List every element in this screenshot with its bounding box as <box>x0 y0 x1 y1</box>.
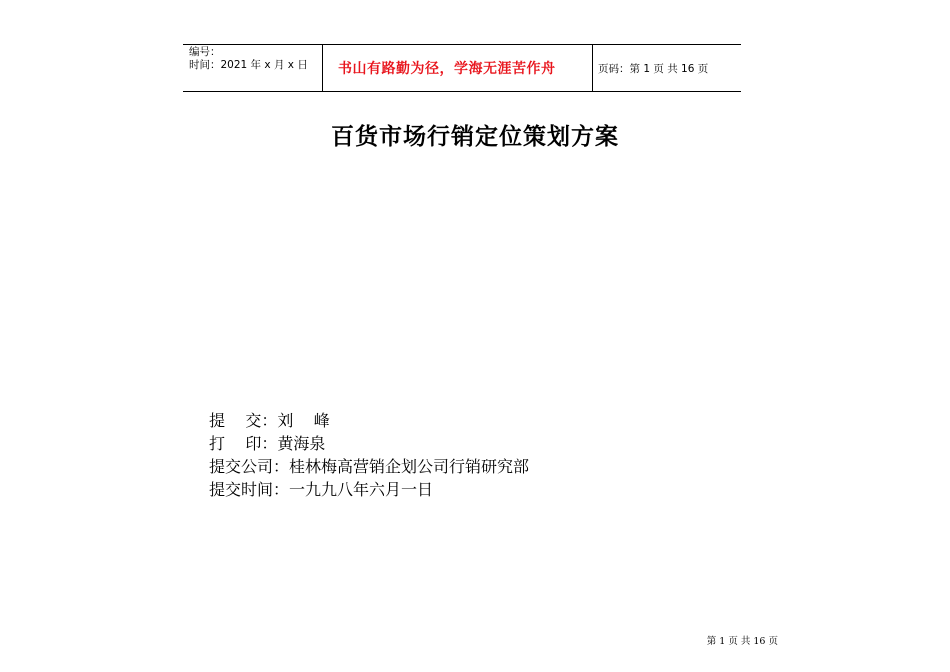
page-footer: 第 1 页 共 16 页 <box>706 636 778 647</box>
company-line: 提交公司：桂林梅高营销企划公司行销研究部 <box>209 457 530 476</box>
document-title: 百货市场行销定位策划方案 <box>331 123 619 150</box>
header-page-cell <box>593 45 741 91</box>
page-header <box>183 44 741 92</box>
document-time: 时间：2021 年 x 月 x 日 <box>189 59 308 71</box>
submitter-line: 提 交：刘 峰 <box>209 411 330 430</box>
document-number: 编号： <box>189 46 221 58</box>
header-meta-cell <box>183 45 323 91</box>
header-motto: 书山有路勤为径，学海无涯苦作舟 <box>338 61 556 77</box>
header-motto-cell <box>323 45 593 91</box>
printer-line: 打 印：黄海泉 <box>209 434 326 453</box>
submission-info <box>209 409 529 501</box>
date-line: 提交时间：一九九八年六月一日 <box>209 480 434 499</box>
header-page-info: 页码：第 1 页 共 16 页 <box>598 62 709 75</box>
